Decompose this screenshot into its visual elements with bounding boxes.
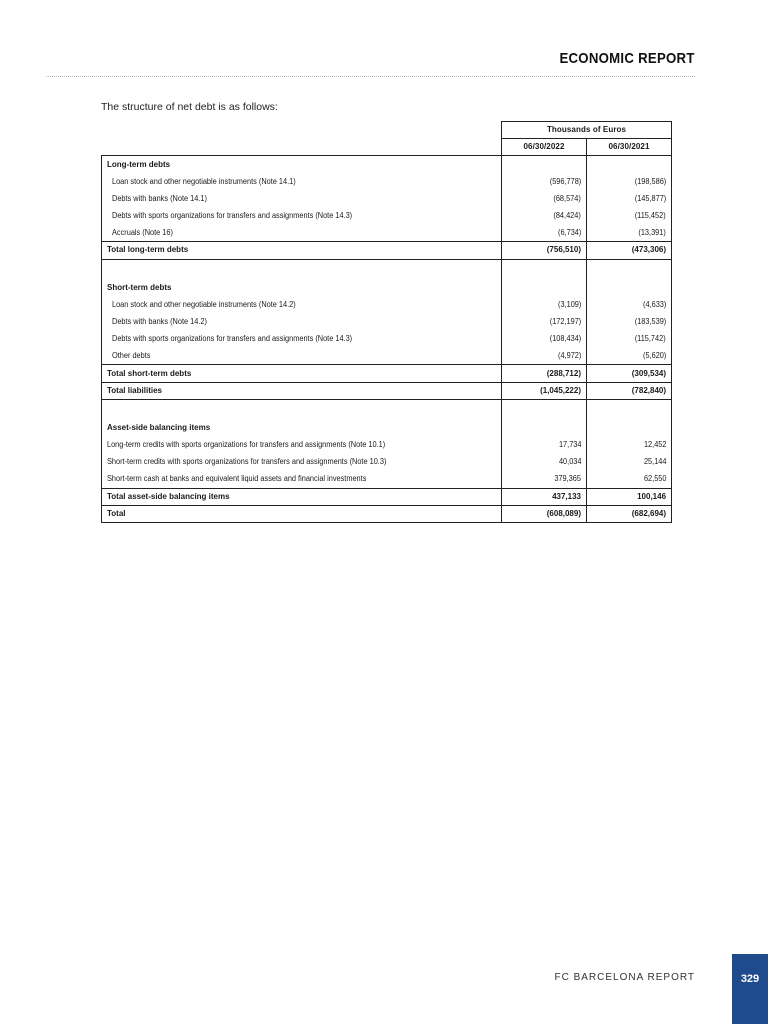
row-label: Debts with sports organizations for transfers and assignments (Note 14.3) — [102, 331, 502, 348]
total-value-2021: 100,146 — [587, 488, 672, 505]
row-value-2022: 379,365 — [502, 471, 587, 488]
total-value-2022: (288,712) — [502, 365, 587, 382]
column-header-2021: 06/30/2021 — [587, 139, 672, 156]
total-value-2022: (756,510) — [502, 242, 587, 259]
row-value-2022: (4,972) — [502, 348, 587, 365]
row-value-2022: 17,734 — [502, 437, 587, 454]
net-debt-table-wrapper — [101, 121, 672, 523]
header-divider — [46, 76, 695, 77]
total-value-2022: 437,133 — [502, 488, 587, 505]
total-value-2021: (682,694) — [587, 505, 672, 522]
row-value-2022: (68,574) — [502, 190, 587, 207]
row-label: Other debts — [102, 348, 502, 365]
total-label: Total liabilities — [102, 382, 502, 399]
section-heading-row — [102, 419, 672, 436]
row-value-2021: 62,550 — [587, 471, 672, 488]
total-value-2022: (1,045,222) — [502, 382, 587, 399]
row-value-2021: (198,586) — [587, 173, 672, 190]
total-value-2021: (782,840) — [587, 382, 672, 399]
table-row — [102, 296, 672, 313]
row-label: Short-term cash at banks and equivalent liquid assets and financial investments — [102, 471, 502, 488]
total-row-short-term — [102, 365, 672, 382]
row-label: Long-term credits with sports organizations for transfers and assignments (Note 10.1) — [102, 437, 502, 454]
total-row-liabilities — [102, 382, 672, 399]
row-value-2021: (13,391) — [587, 225, 672, 242]
row-value-2022: 40,034 — [502, 454, 587, 471]
spacer-row — [102, 259, 672, 279]
total-label: Total asset-side balancing items — [102, 488, 502, 505]
row-value-2021: (115,742) — [587, 331, 672, 348]
row-value-2021: (115,452) — [587, 207, 672, 224]
row-value-2022: (84,424) — [502, 207, 587, 224]
row-label: Debts with sports organizations for transfers and assignments (Note 14.3) — [102, 207, 502, 224]
row-value-2022: (6,734) — [502, 225, 587, 242]
row-value-2022: (108,434) — [502, 331, 587, 348]
row-label: Debts with banks (Note 14.2) — [102, 313, 502, 330]
section-title-long-term: Long-term debts — [102, 156, 502, 173]
table-header-date-row — [102, 139, 672, 156]
page-number: 329 — [740, 973, 760, 985]
row-value-2022: (3,109) — [502, 296, 587, 313]
table-row — [102, 348, 672, 365]
section-heading-row — [102, 156, 672, 173]
intro-text: The structure of net debt is as follows: — [101, 101, 278, 113]
total-value-2022: (608,089) — [502, 505, 587, 522]
table-row — [102, 331, 672, 348]
net-debt-table — [101, 121, 672, 523]
row-value-2021: (183,539) — [587, 313, 672, 330]
column-header-2022: 06/30/2022 — [502, 139, 587, 156]
table-row — [102, 454, 672, 471]
total-row-assets — [102, 488, 672, 505]
row-label: Short-term credits with sports organizations for transfers and assignments (Note 10.3) — [102, 454, 502, 471]
total-label: Total short-term debts — [102, 365, 502, 382]
page-header-title: ECONOMIC REPORT — [559, 50, 695, 67]
table-row — [102, 471, 672, 488]
table-row — [102, 225, 672, 242]
row-value-2021: 12,452 — [587, 437, 672, 454]
table-row — [102, 207, 672, 224]
row-label: Loan stock and other negotiable instruments (Note 14.2) — [102, 296, 502, 313]
page-number-badge — [732, 954, 768, 1024]
grand-total-row — [102, 505, 672, 522]
total-value-2021: (309,534) — [587, 365, 672, 382]
table-row — [102, 437, 672, 454]
unit-header: Thousands of Euros — [502, 122, 672, 139]
row-value-2022: (596,778) — [502, 173, 587, 190]
total-row-long-term — [102, 242, 672, 259]
spacer-row — [102, 399, 672, 419]
total-value-2021: (473,306) — [587, 242, 672, 259]
section-heading-row — [102, 279, 672, 296]
row-label: Accruals (Note 16) — [102, 225, 502, 242]
footer-report-name: FC BARCELONA REPORT — [554, 972, 695, 983]
row-label: Loan stock and other negotiable instruments (Note 14.1) — [102, 173, 502, 190]
table-row — [102, 173, 672, 190]
total-label: Total — [102, 505, 502, 522]
row-value-2021: 25,144 — [587, 454, 672, 471]
row-value-2021: (145,877) — [587, 190, 672, 207]
section-title-short-term: Short-term debts — [102, 279, 502, 296]
table-header-unit-row — [102, 122, 672, 139]
row-label: Debts with banks (Note 14.1) — [102, 190, 502, 207]
total-label: Total long-term debts — [102, 242, 502, 259]
row-value-2022: (172,197) — [502, 313, 587, 330]
row-value-2021: (4,633) — [587, 296, 672, 313]
table-row — [102, 190, 672, 207]
table-row — [102, 313, 672, 330]
section-title-assets: Asset-side balancing items — [102, 419, 502, 436]
row-value-2021: (5,620) — [587, 348, 672, 365]
